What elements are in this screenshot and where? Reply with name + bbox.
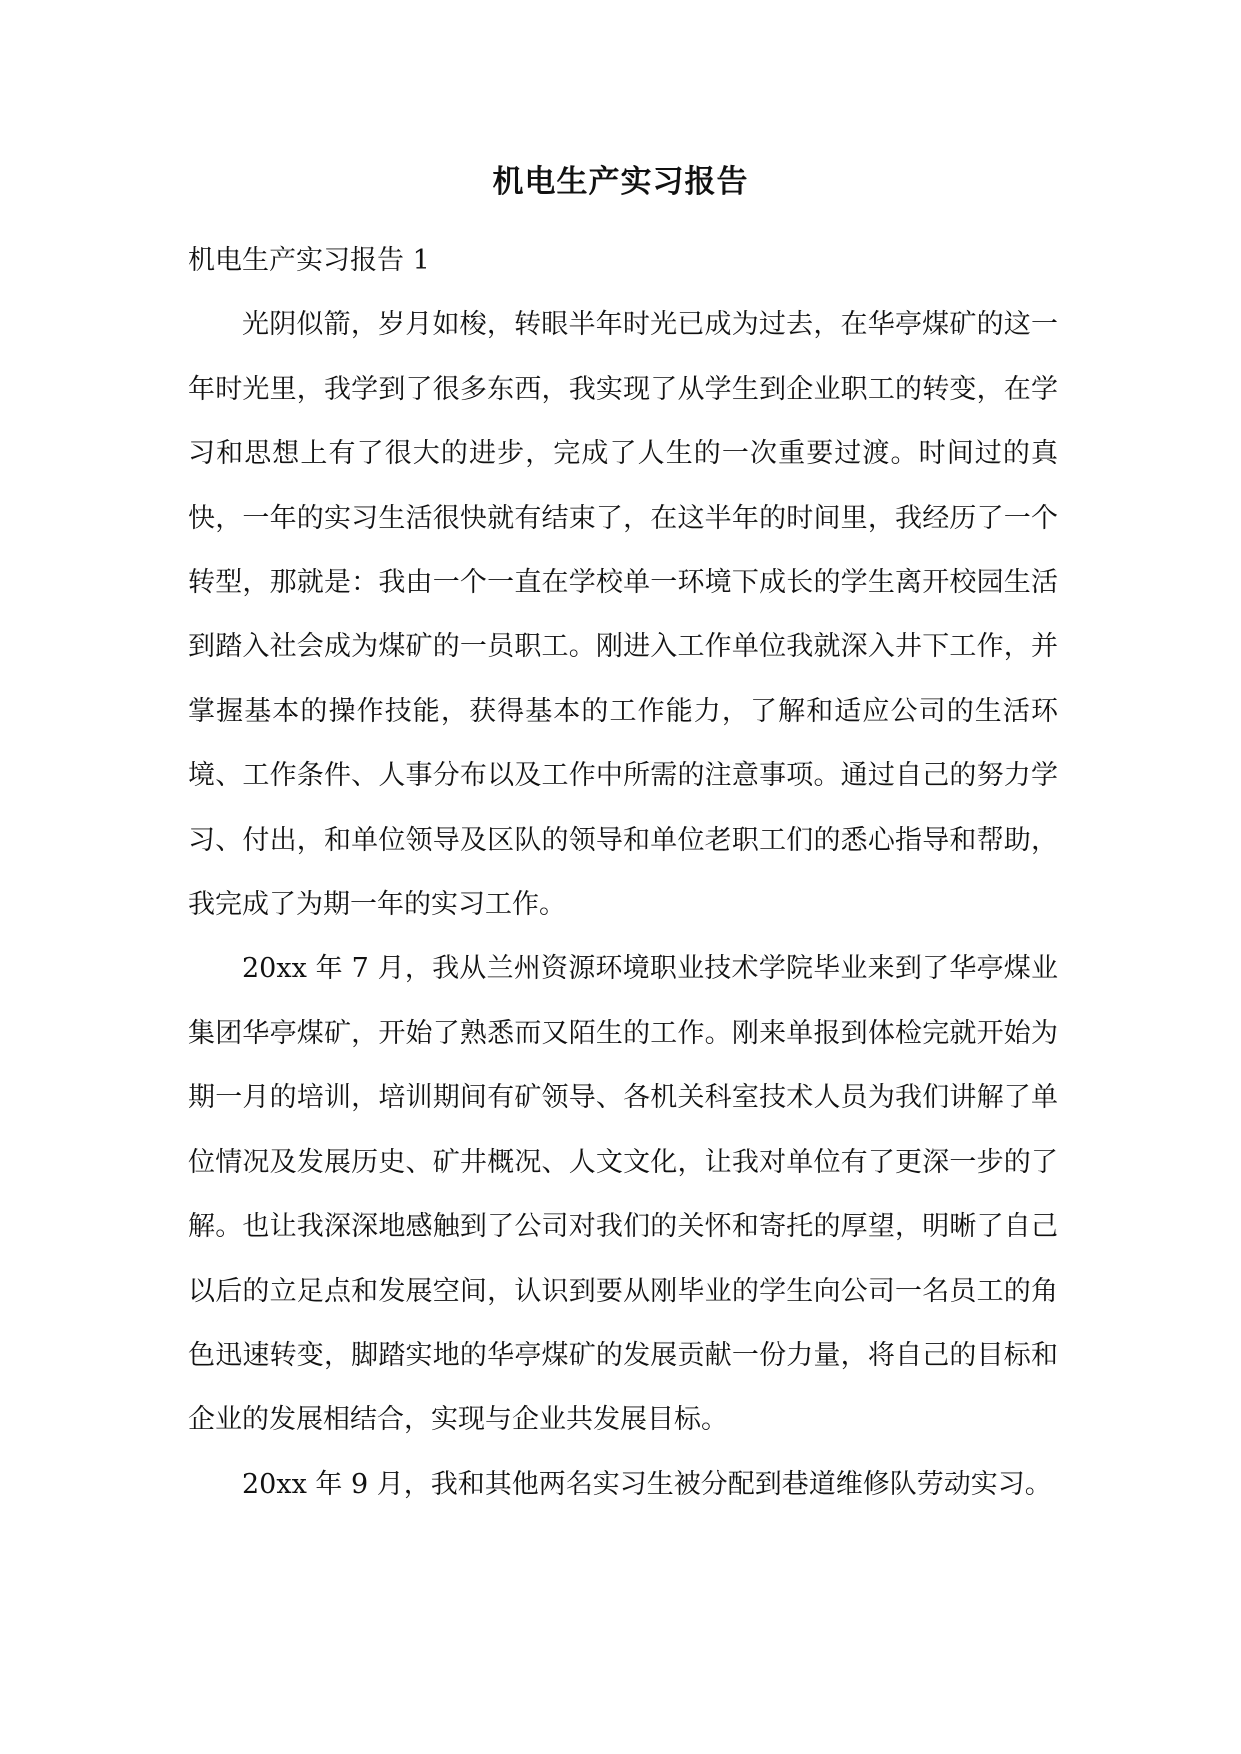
section-heading: 机电生产实习报告 1 xyxy=(188,245,430,276)
paragraph-3: 20xx 年 9 月，我和其他两名实习生被分配到巷道维修队劳动实习。 xyxy=(242,1468,1052,1500)
document-body xyxy=(188,229,1058,1517)
paragraph-2: 20xx 年 7 月，我从兰州资源环境职业技术学院毕业来到了华亭煤业集团华亭煤矿，开始了熟悉而又陌生的工作。刚来单报到体检完就开始为期一月的培训，培训期间有矿领导、各机关科室技术人员为我们讲解了单位情况及发展历史、矿井概况、人文文化，让我对单位有了更深一步的了解。也让我深深地感触到了公司对我们的关怀和寄托的厚望，明晰了自己以后的立足点和发展空间，认识到要从刚毕业的学生向公司一名员工的角色迅速转变，脚踏实地的华亭煤矿的发展贡献一份力量，将自己的目标和企业的发展相结合，实现与企业共发展目标。 xyxy=(188,953,1058,1436)
paragraph-1: 光阴似箭，岁月如梭，转眼半年时光已成为过去，在华亭煤矿的这一年时光里，我学到了很多东西，我实现了从学生到企业职工的转变，在学习和思想上有了很大的进步，完成了人生的一次重要过渡。时间过的真快，一年的实习生活很快就有结束了，在这半年的时间里，我经历了一个转型，那就是：我由一个一直在学校单一环境下成长的学生离开校园生活到踏入社会成为煤矿的一员职工。刚进入工作单位我就深入井下工作，并掌握基本的操作技能，获得基本的工作能力，了解和适应公司的生活环境、工作条件、人事分布以及工作中所需的注意事项。通过自己的努力学习、付出，和单位领导及区队的领导和单位老职工们的悉心指导和帮助，我完成了为期一年的实习工作。 xyxy=(188,309,1058,921)
document-title: 机电生产实习报告 xyxy=(492,164,749,200)
